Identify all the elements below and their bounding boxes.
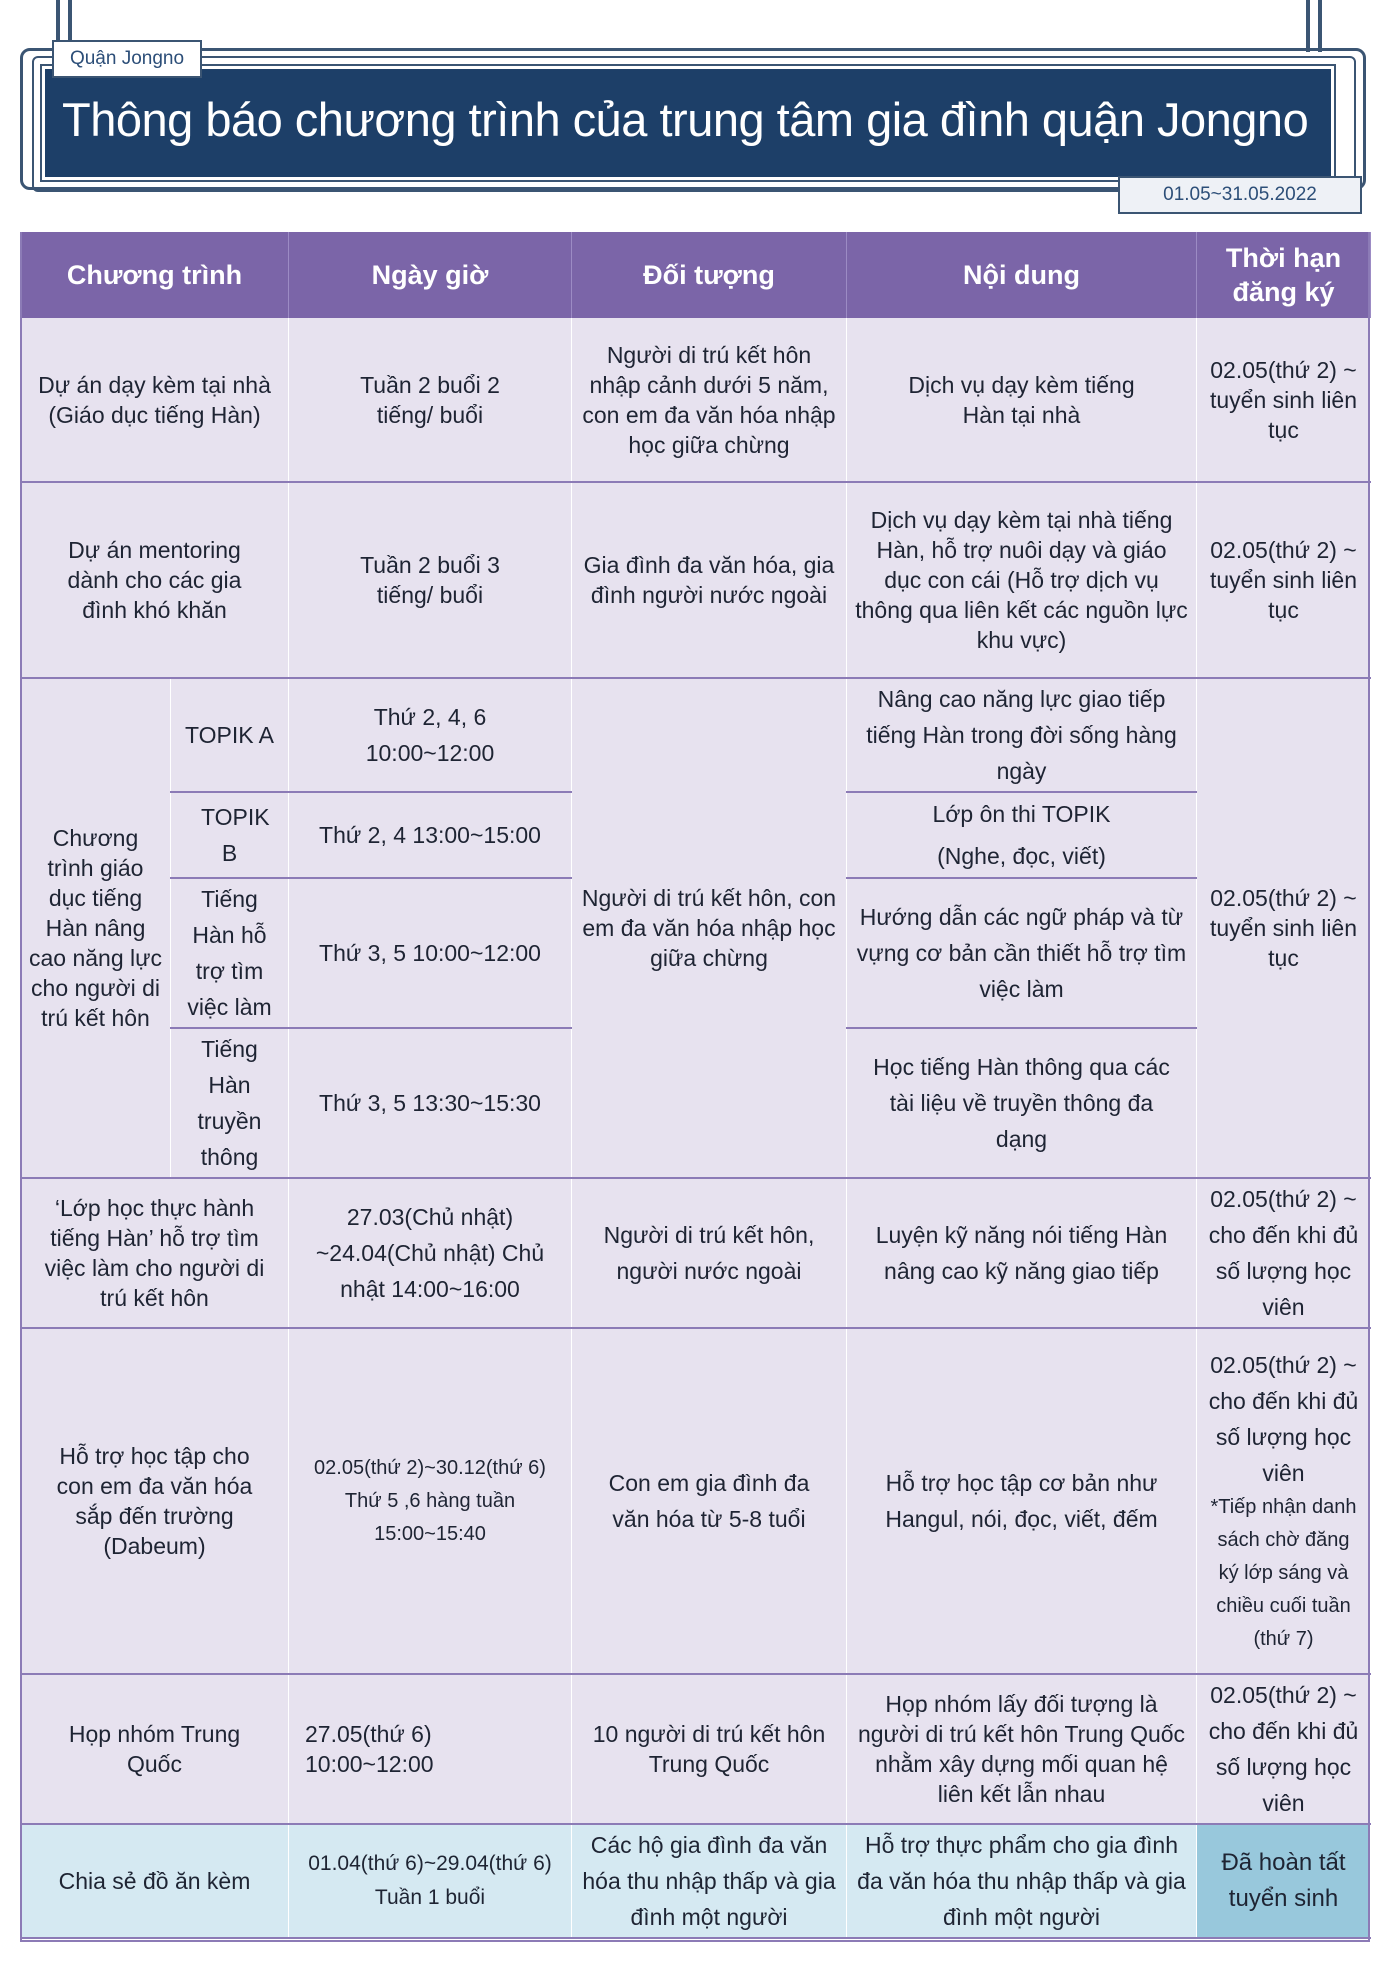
column-header-content: Nội dung	[847, 232, 1197, 318]
page-title: Thông báo chương trình của trung tâm gia đình quận Jongno	[62, 93, 1309, 146]
class-schedule-cell: Thứ 2, 4 13:00~15:00	[289, 792, 572, 878]
program-cell: ‘Lớp học thực hành tiếng Hàn’ hỗ trợ tìm việc làm cho người di trú kết hôn	[21, 1178, 289, 1328]
schedule-cell: Tuần 2 buổi 3 tiếng/ buổi	[289, 482, 572, 678]
deadline-cell: 02.05(thứ 2) ~ tuyển sinh liên tục	[1197, 318, 1371, 482]
program-cell: Hỗ trợ học tập cho con em đa văn hóa sắp đến trường (Dabeum)	[21, 1328, 289, 1674]
deadline-cell: 02.05(thứ 2) ~ tuyển sinh liên tục	[1197, 678, 1371, 1178]
class-content-cell: Hướng dẫn các ngữ pháp và từ vựng cơ bản cần thiết hỗ trợ tìm việc làm	[847, 878, 1197, 1028]
class-schedule-cell: Thứ 3, 5 10:00~12:00	[289, 878, 572, 1028]
content-cell: Họp nhóm lấy đối tượng là người di trú kết hôn Trung Quốc nhằm xây dựng mối quan hệ liên kết lẫn nhau	[847, 1674, 1197, 1824]
program-cell: Chương trình giáo dục tiếng Hàn nâng cao năng lực cho người di trú kết hôn	[21, 678, 171, 1178]
schedule-cell: 02.05(thứ 2)~30.12(thứ 6) Thứ 5 ,6 hàng tuần 15:00~15:40	[289, 1328, 572, 1674]
column-header-schedule: Ngày giờ	[289, 232, 572, 318]
column-header-deadline: Thời hạn đăng ký	[1197, 232, 1371, 318]
class-content-cell: Nâng cao năng lực giao tiếp tiếng Hàn trong đời sống hàng ngày	[847, 678, 1197, 792]
target-cell: Người di trú kết hôn, con em đa văn hóa nhập học giữa chừng	[572, 678, 847, 1178]
table-row	[21, 1328, 1371, 1674]
class-name-cell: Tiếng Hàn hỗ trợ tìm việc làm	[171, 878, 289, 1028]
schedule-cell: 27.03(Chủ nhật) ~24.04(Chủ nhật) Chủ nhật 14:00~16:00	[289, 1178, 572, 1328]
table-row	[21, 1674, 1371, 1824]
class-schedule-cell: Thứ 2, 4, 6 10:00~12:00	[289, 678, 572, 792]
class-content-cell: Học tiếng Hàn thông qua các tài liệu về truyền thông đa dạng	[847, 1028, 1197, 1178]
date-range-tag: 01.05~31.05.2022	[1118, 176, 1362, 214]
class-name-cell: TOPIK A	[171, 678, 289, 792]
class-name-cell: Tiếng Hàn truyền thông	[171, 1028, 289, 1178]
program-cell: Họp nhóm Trung Quốc	[21, 1674, 289, 1824]
program-cell: Chia sẻ đồ ăn kèm	[21, 1824, 289, 1938]
deadline-text: 02.05(thứ 2) ~ cho đến khi đủ số lượng học viên	[1208, 1351, 1359, 1486]
content-cell: Hỗ trợ thực phẩm cho gia đình đa văn hóa thu nhập thấp và gia đình một người	[847, 1824, 1197, 1938]
district-tag: Quận Jongno	[52, 40, 202, 78]
content-cell: Dịch vụ dạy kèm tại nhà tiếng Hàn, hỗ trợ nuôi dạy và giáo dục con cái (Hỗ trợ dịch vụ thông qua liên kết các nguồn lực khu vực)	[847, 482, 1197, 678]
header-frame-line	[1318, 0, 1322, 52]
deadline-cell	[1197, 1328, 1371, 1674]
deadline-note: *Tiếp nhận danh sách chờ đăng ký lớp sáng và chiều cuối tuần (thứ 7)	[1210, 1495, 1357, 1650]
schedule-cell: 27.05(thứ 6) 10:00~12:00	[289, 1674, 572, 1824]
target-cell: Người di trú kết hôn, người nước ngoài	[572, 1178, 847, 1328]
table-row	[21, 482, 1371, 678]
target-cell: Các hộ gia đình đa văn hóa thu nhập thấp và gia đình một người	[572, 1824, 847, 1938]
target-cell: Gia đình đa văn hóa, gia đình người nước ngoài	[572, 482, 847, 678]
header-frame-line	[1306, 0, 1310, 52]
schedule-cell: Tuần 2 buổi 2 tiếng/ buổi	[289, 318, 572, 482]
content-cell: Hỗ trợ học tập cơ bản như Hangul, nói, đọc, viết, đếm	[847, 1328, 1197, 1674]
table-row	[21, 678, 1371, 792]
table-header-row	[21, 232, 1371, 318]
program-cell: Dự án mentoring dành cho các gia đình khó khăn	[21, 482, 289, 678]
deadline-cell: 02.05(thứ 2) ~ tuyển sinh liên tục	[1197, 482, 1371, 678]
class-name-cell: TOPIK B	[171, 792, 289, 878]
content-cell: Luyện kỹ năng nói tiếng Hàn nâng cao kỹ năng giao tiếp	[847, 1178, 1197, 1328]
class-schedule-cell: Thứ 3, 5 13:30~15:30	[289, 1028, 572, 1178]
table-row	[21, 318, 1371, 482]
schedule-cell: 01.04(thứ 6)~29.04(thứ 6) Tuần 1 buổi	[289, 1824, 572, 1938]
program-table	[20, 232, 1371, 1939]
class-content-cell: Lớp ôn thi TOPIK (Nghe, đọc, viết)	[847, 792, 1197, 878]
table-row	[21, 1824, 1371, 1938]
deadline-cell: 02.05(thứ 2) ~ cho đến khi đủ số lượng học viên	[1197, 1674, 1371, 1824]
program-cell: Dự án dạy kèm tại nhà (Giáo dục tiếng Hàn)	[21, 318, 289, 482]
table-row	[21, 1178, 1371, 1328]
target-cell: 10 người di trú kết hôn Trung Quốc	[572, 1674, 847, 1824]
column-header-program: Chương trình	[21, 232, 289, 318]
content-cell: Dịch vụ dạy kèm tiếng Hàn tại nhà	[847, 318, 1197, 482]
column-header-target: Đối tượng	[572, 232, 847, 318]
target-cell: Người di trú kết hôn nhập cảnh dưới 5 năm, con em đa văn hóa nhập học giữa chừng	[572, 318, 847, 482]
deadline-cell: 02.05(thứ 2) ~ cho đến khi đủ số lượng học viên	[1197, 1178, 1371, 1328]
deadline-cell: Đã hoàn tất tuyển sinh	[1197, 1824, 1371, 1938]
target-cell: Con em gia đình đa văn hóa từ 5-8 tuổi	[572, 1328, 847, 1674]
